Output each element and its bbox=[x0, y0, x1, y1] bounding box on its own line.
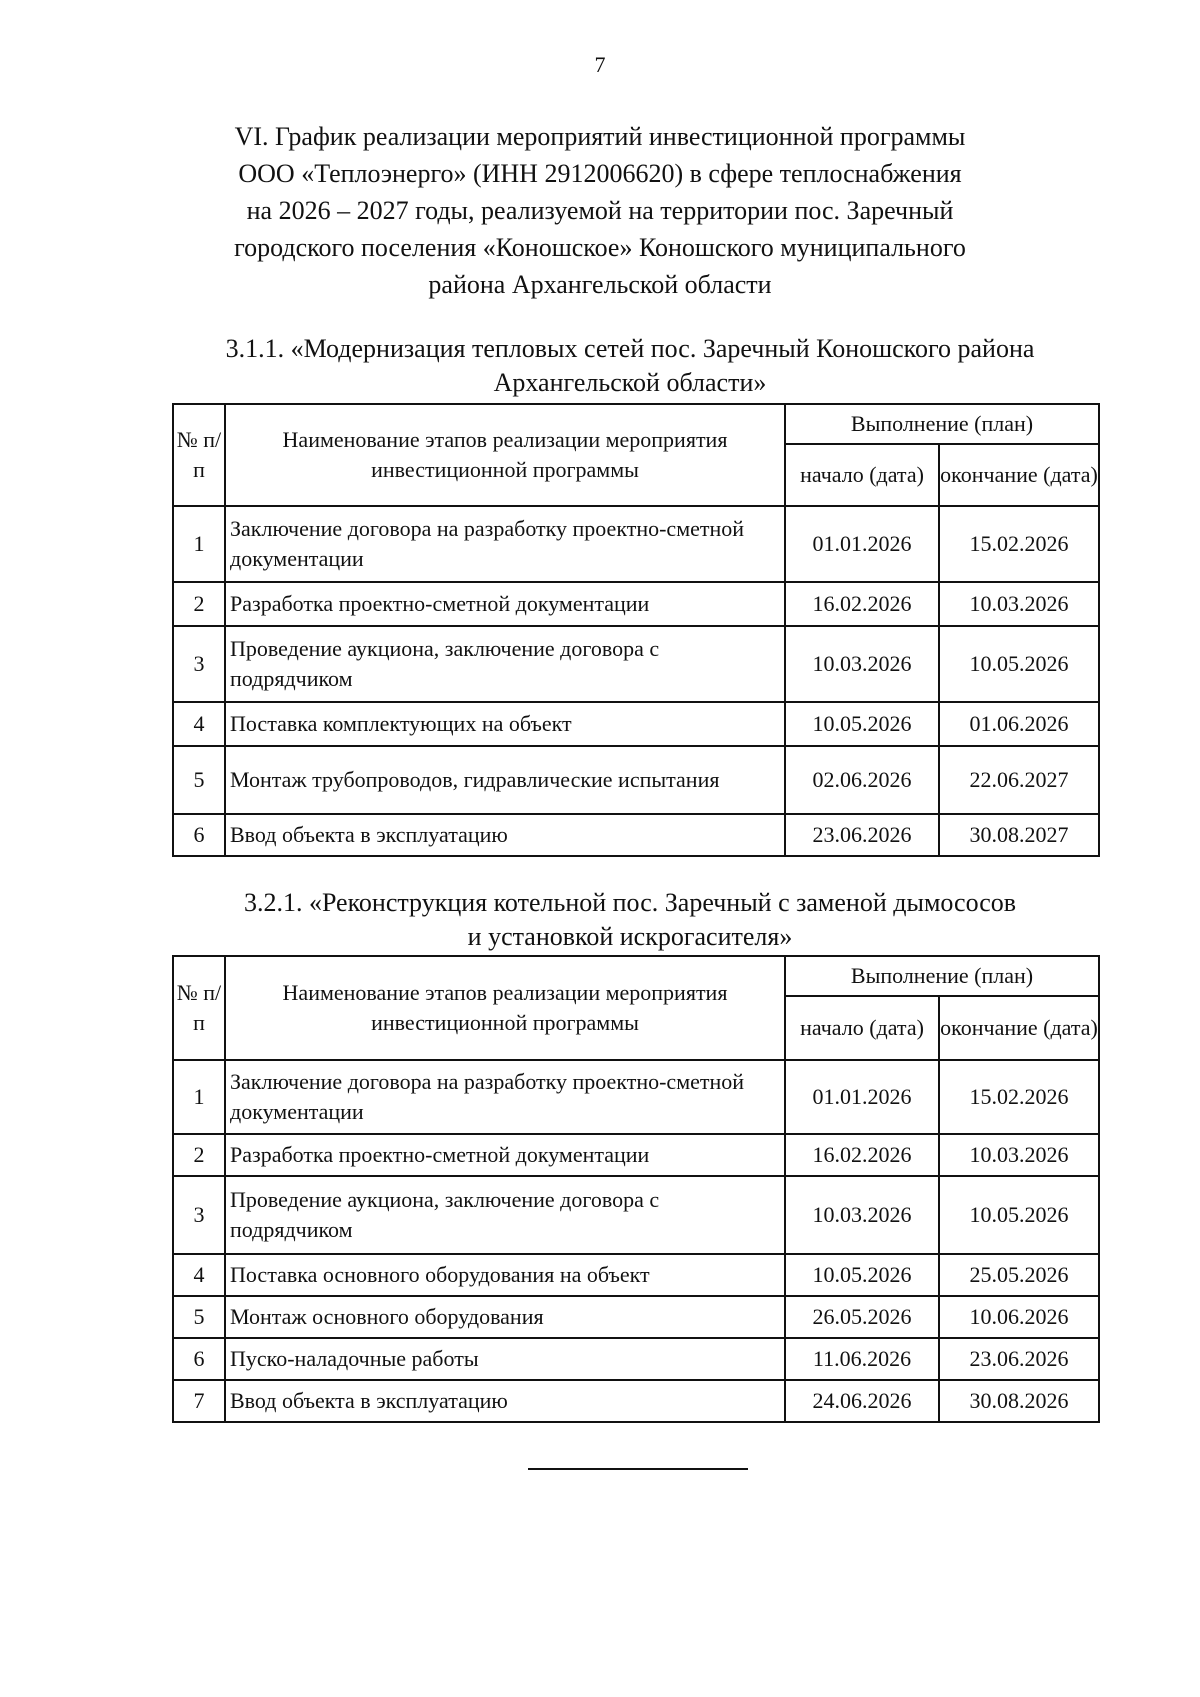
row-name: Поставка основного оборудования на объект bbox=[225, 1254, 785, 1296]
row-num: 1 bbox=[173, 506, 225, 582]
header-name: Наименование этапов реализации мероприятия инвестиционной программы bbox=[225, 404, 785, 506]
table-row bbox=[173, 1060, 1099, 1134]
table-row bbox=[173, 582, 1099, 626]
row-name: Монтаж трубопроводов, гидравлические испытания bbox=[225, 746, 785, 814]
header-end: окончание (дата) bbox=[939, 996, 1099, 1060]
table-row bbox=[173, 1254, 1099, 1296]
row-start-date: 10.05.2026 bbox=[785, 1254, 939, 1296]
table-row bbox=[173, 1338, 1099, 1380]
row-num: 6 bbox=[173, 1338, 225, 1380]
header-end: окончание (дата) bbox=[939, 444, 1099, 506]
row-start-date: 10.03.2026 bbox=[785, 626, 939, 702]
row-start-date: 02.06.2026 bbox=[785, 746, 939, 814]
row-num: 1 bbox=[173, 1060, 225, 1134]
row-end-date: 10.03.2026 bbox=[939, 1134, 1099, 1176]
row-name: Монтаж основного оборудования bbox=[225, 1296, 785, 1338]
end-divider-line bbox=[528, 1468, 748, 1470]
row-num: 2 bbox=[173, 582, 225, 626]
row-num: 6 bbox=[173, 814, 225, 856]
row-end-date: 30.08.2027 bbox=[939, 814, 1099, 856]
row-end-date: 10.06.2026 bbox=[939, 1296, 1099, 1338]
row-end-date: 22.06.2027 bbox=[939, 746, 1099, 814]
table-row bbox=[173, 626, 1099, 702]
table-row bbox=[173, 1380, 1099, 1422]
row-name: Разработка проектно-сметной документации bbox=[225, 1134, 785, 1176]
row-end-date: 01.06.2026 bbox=[939, 702, 1099, 746]
row-end-date: 10.05.2026 bbox=[939, 1176, 1099, 1254]
header-start: начало (дата) bbox=[785, 444, 939, 506]
row-start-date: 01.01.2026 bbox=[785, 1060, 939, 1134]
row-name: Проведение аукциона, заключение договора с подрядчиком bbox=[225, 626, 785, 702]
document-heading bbox=[150, 118, 1050, 303]
row-start-date: 10.05.2026 bbox=[785, 702, 939, 746]
table-row bbox=[173, 1296, 1099, 1338]
row-start-date: 26.05.2026 bbox=[785, 1296, 939, 1338]
row-name: Разработка проектно-сметной документации bbox=[225, 582, 785, 626]
row-end-date: 25.05.2026 bbox=[939, 1254, 1099, 1296]
header-name: Наименование этапов реализации мероприятия инвестиционной программы bbox=[225, 956, 785, 1060]
row-start-date: 01.01.2026 bbox=[785, 506, 939, 582]
table-row bbox=[173, 746, 1099, 814]
row-end-date: 15.02.2026 bbox=[939, 506, 1099, 582]
row-start-date: 16.02.2026 bbox=[785, 582, 939, 626]
row-num: 4 bbox=[173, 702, 225, 746]
row-name: Ввод объекта в эксплуатацию bbox=[225, 1380, 785, 1422]
section-title-3-1-1 bbox=[150, 332, 1110, 400]
row-num: 3 bbox=[173, 1176, 225, 1254]
header-start: начало (дата) bbox=[785, 996, 939, 1060]
section-title-line: 3.1.1. «Модернизация тепловых сетей пос. Заречный Коношского района bbox=[225, 334, 1035, 363]
row-name: Проведение аукциона, заключение договора с подрядчиком bbox=[225, 1176, 785, 1254]
row-end-date: 23.06.2026 bbox=[939, 1338, 1099, 1380]
row-start-date: 16.02.2026 bbox=[785, 1134, 939, 1176]
row-name: Пуско-наладочные работы bbox=[225, 1338, 785, 1380]
heading-line: городского поселения «Коношское» Коношского муниципального bbox=[234, 233, 966, 262]
header-num: № п/п bbox=[173, 404, 225, 506]
row-name: Ввод объекта в эксплуатацию bbox=[225, 814, 785, 856]
row-start-date: 23.06.2026 bbox=[785, 814, 939, 856]
heading-line: на 2026 – 2027 годы, реализуемой на территории пос. Заречный bbox=[246, 196, 954, 225]
heading-line: ООО «Теплоэнерго» (ИНН 2912006620) в сфере теплоснабжения bbox=[238, 159, 962, 188]
header-num: № п/п bbox=[173, 956, 225, 1060]
row-start-date: 24.06.2026 bbox=[785, 1380, 939, 1422]
schedule-table-1 bbox=[172, 403, 1100, 857]
table-row bbox=[173, 1134, 1099, 1176]
row-num: 5 bbox=[173, 746, 225, 814]
row-num: 5 bbox=[173, 1296, 225, 1338]
section-title-line: 3.2.1. «Реконструкция котельной пос. Заречный с заменой дымососов bbox=[243, 888, 1017, 917]
heading-line: района Архангельской области bbox=[428, 270, 772, 299]
row-end-date: 15.02.2026 bbox=[939, 1060, 1099, 1134]
section-title-3-2-1 bbox=[150, 886, 1110, 954]
row-name: Поставка комплектующих на объект bbox=[225, 702, 785, 746]
row-end-date: 10.05.2026 bbox=[939, 626, 1099, 702]
row-num: 7 bbox=[173, 1380, 225, 1422]
heading-line: VI. График реализации мероприятий инвестиционной программы bbox=[234, 122, 966, 151]
row-num: 3 bbox=[173, 626, 225, 702]
page-number: 7 bbox=[594, 52, 606, 77]
row-name: Заключение договора на разработку проектно-сметной документации bbox=[225, 506, 785, 582]
row-name: Заключение договора на разработку проектно-сметной документации bbox=[225, 1060, 785, 1134]
table-row bbox=[173, 506, 1099, 582]
table-row bbox=[173, 814, 1099, 856]
table-row bbox=[173, 1176, 1099, 1254]
header-plan: Выполнение (план) bbox=[785, 404, 1099, 444]
row-end-date: 10.03.2026 bbox=[939, 582, 1099, 626]
section-title-line: Архангельской области» bbox=[493, 368, 767, 397]
row-start-date: 11.06.2026 bbox=[785, 1338, 939, 1380]
table-row bbox=[173, 702, 1099, 746]
row-end-date: 30.08.2026 bbox=[939, 1380, 1099, 1422]
row-num: 4 bbox=[173, 1254, 225, 1296]
row-num: 2 bbox=[173, 1134, 225, 1176]
header-plan: Выполнение (план) bbox=[785, 956, 1099, 996]
schedule-table-2 bbox=[172, 955, 1100, 1423]
row-start-date: 10.03.2026 bbox=[785, 1176, 939, 1254]
section-title-line: и установкой искрогасителя» bbox=[467, 922, 793, 951]
